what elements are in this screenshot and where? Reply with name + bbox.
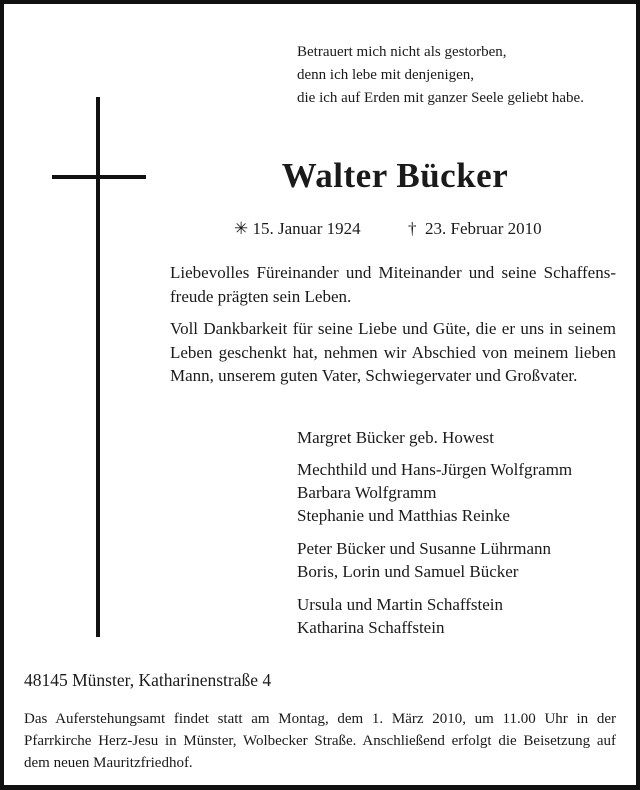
death-cross-icon: † [408, 219, 417, 238]
mourner: Katharina Schaffstein [297, 618, 445, 637]
deceased-name: Walter Bücker [281, 156, 509, 195]
mourner: Ursula und Martin Schaffstein [297, 595, 504, 614]
paragraph-line: Leben geschenkt hat, nehmen wir Abschied von meinem lieben [170, 343, 616, 362]
death-date [408, 219, 542, 239]
mourner: Stephanie und Matthias Reinke [297, 506, 510, 525]
funeral-info-line: Das Auferstehungsamt findet statt am Montag, dem 1. März 2010, um 11.00 Uhr in der [24, 711, 616, 727]
mourner: Margret Bücker geb. Howest [297, 428, 495, 447]
quote-line: Betrauert mich nicht als gestorben, [297, 44, 507, 60]
funeral-info-line: dem neuen Mauritzfriedhof. [24, 755, 193, 771]
mourner: Peter Bücker und Susanne Lührmann [297, 539, 551, 558]
address: 48145 Münster, Katharinenstraße 4 [24, 670, 272, 690]
mourner: Boris, Lorin und Samuel Bücker [297, 562, 519, 581]
paragraph-line: Liebevolles Füreinander und Miteinander und seine Schaffens- [170, 263, 616, 282]
paragraph-line: Mann, unserem guten Vater, Schwiegervater und Großvater. [170, 366, 578, 385]
mourner: Mechthild und Hans-Jürgen Wolfgramm [297, 460, 573, 479]
mourner: Barbara Wolfgramm [297, 483, 437, 502]
death-date-text: 23. Februar 2010 [425, 219, 542, 238]
funeral-info-line: Pfarrkirche Herz-Jesu in Münster, Wolbecker Straße. Anschließend erfolgt die Beisetzung auf [24, 733, 616, 749]
quote-line: die ich auf Erden mit ganzer Seele geliebt habe. [297, 90, 584, 106]
birth-date-text: 15. Januar 1924 [252, 219, 361, 238]
birth-star-icon: ✳ [234, 219, 249, 238]
paragraph-line: freude prägten sein Leben. [170, 287, 352, 306]
paragraph-line: Voll Dankbarkeit für seine Liebe und Güte, die er uns in seinem [170, 319, 616, 338]
quote-line: denn ich lebe mit denjenigen, [297, 67, 475, 83]
birth-date [234, 219, 361, 239]
